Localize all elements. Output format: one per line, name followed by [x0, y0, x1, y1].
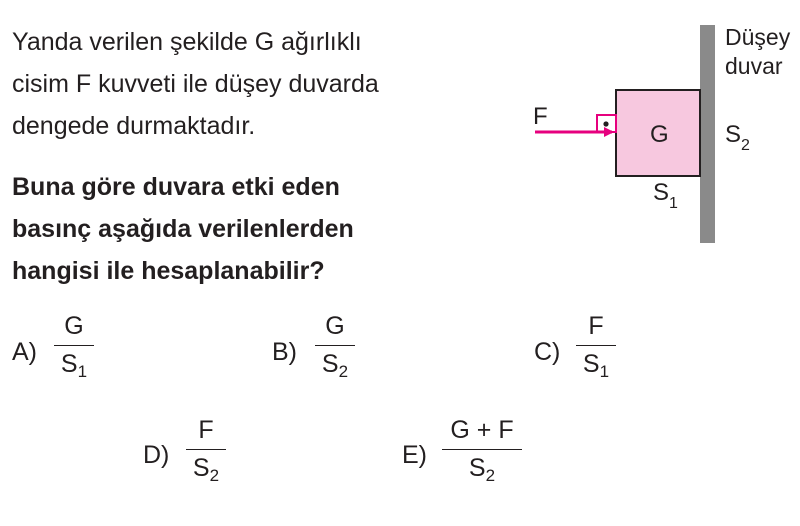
- option-b-letter[interactable]: B): [272, 338, 297, 366]
- option-b-numerator: G: [325, 312, 345, 340]
- option-a-letter[interactable]: A): [12, 338, 37, 366]
- option-c-den-main: S: [582, 350, 600, 378]
- option-b-denominator: [315, 350, 355, 381]
- option-d-numerator: F: [198, 416, 214, 444]
- option-d-fraction[interactable]: [186, 416, 226, 485]
- option-e-den-main: S: [468, 454, 486, 482]
- right-angle-dot: [603, 121, 608, 126]
- option-c-fraction[interactable]: [576, 312, 616, 381]
- option-e-numerator: G + F: [450, 416, 514, 444]
- option-a-den-main: S: [60, 350, 78, 378]
- option-c-den-sub: 1: [599, 362, 610, 381]
- option-e-bar: [442, 449, 522, 450]
- force-label: F: [533, 103, 548, 130]
- option-b-bar: [315, 345, 355, 346]
- s1-main: S: [653, 179, 670, 206]
- s2-sub: 2: [741, 137, 750, 154]
- option-d-den-main: S: [192, 454, 210, 482]
- option-b-fraction[interactable]: [315, 312, 355, 381]
- option-d-den-sub: 2: [209, 466, 220, 485]
- option-b-den-main: S: [321, 350, 339, 378]
- wall-label-1: Düşey: [725, 24, 791, 50]
- option-c-numerator: F: [588, 312, 604, 340]
- option-a-bar: [54, 345, 94, 346]
- wall-label-2: duvar: [725, 53, 783, 79]
- intro-line-3: dengede durmaktadır.: [12, 112, 256, 140]
- option-a-denominator: [54, 350, 94, 381]
- option-a-numerator: G: [64, 312, 84, 340]
- prompt-line-1: Buna göre duvara etki eden: [12, 173, 340, 201]
- option-a-den-sub: 1: [77, 362, 88, 381]
- option-c-bar: [576, 345, 616, 346]
- option-e-letter[interactable]: E): [402, 441, 427, 469]
- option-a-fraction[interactable]: [54, 312, 94, 381]
- prompt-line-2: basınç aşağıda verilenlerden: [12, 215, 354, 243]
- s2-main: S: [725, 121, 742, 148]
- option-d-bar: [186, 449, 226, 450]
- option-c-denominator: [576, 350, 616, 381]
- option-d-letter[interactable]: D): [143, 441, 170, 469]
- s2-label: [725, 121, 750, 154]
- intro-line-2: cisim F kuvveti ile düşey duvarda: [12, 70, 379, 98]
- option-e-denominator: [442, 454, 522, 485]
- s1-sub: 1: [669, 195, 678, 212]
- prompt-line-3: hangisi ile hesaplanabilir?: [12, 257, 325, 285]
- option-b-den-sub: 2: [338, 362, 349, 381]
- wall: [700, 25, 715, 243]
- option-c-letter[interactable]: C): [534, 338, 561, 366]
- option-e-den-sub: 2: [485, 466, 496, 485]
- option-e-fraction[interactable]: [442, 416, 522, 485]
- option-d-denominator: [186, 454, 226, 485]
- s1-label: [653, 179, 678, 212]
- block-label: G: [650, 121, 669, 148]
- physics-figure: [500, 0, 800, 260]
- intro-line-1: Yanda verilen şekilde G ağırlıklı: [12, 28, 362, 56]
